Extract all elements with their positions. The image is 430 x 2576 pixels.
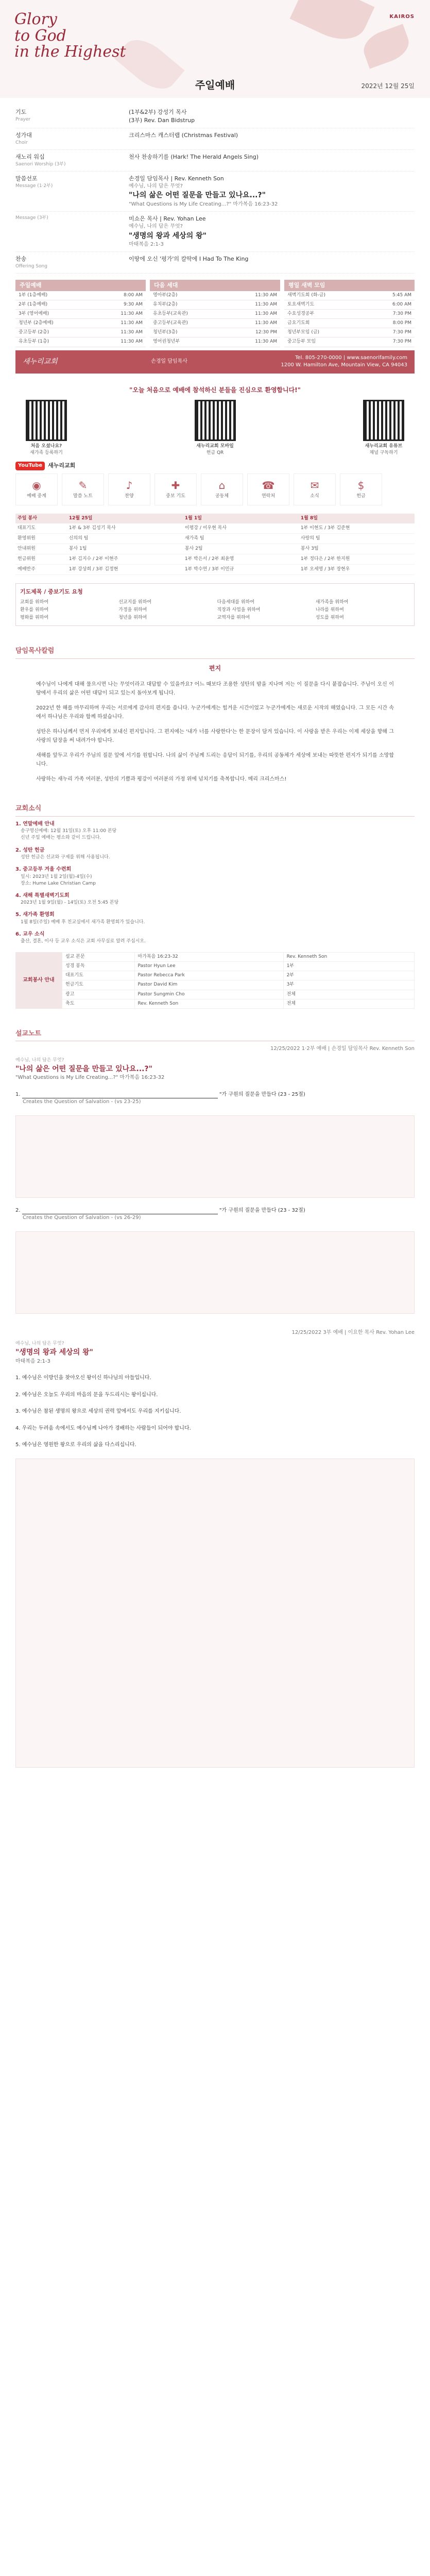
link-news[interactable]: ✉ 소식 xyxy=(294,473,336,505)
qr-giving[interactable]: 새누리교회 모바일 헌금 QR xyxy=(184,400,246,456)
news-item: 1. 연말예배 안내 송구영신예배: 12월 31일(토) 오후 11:00 본당 신년 주일 예배는 평소와 같이 드립니다. xyxy=(15,821,117,841)
sermon-notes-2: 12/25/2022 3부 예배 | 이요한 목사 Rev. Yohan Lee 예수님, 나의 답은 무엇? "생명의 왕과 세상의 왕" 마태복음 2:1-3 1. 예수님은 이방인을 찾아오신 왕이신 하나님의 아들입니다. 2. 예수님은 오늘도 우리의 마음의 문을 두드리시는 왕이십니다. 3. 예수님은 참된 생명의 왕으로 세상의 권력 앞에서도 우리를 지키십니다. 4. 우리는 두려움 속에서도 예수님께 나아가 경배하는 사람들이 되어야 합니다. 5. 예수님은 영원한 왕으로 우리의 삶을 다스리십니다. xyxy=(15,1329,415,1768)
serving-schedule: 주일 봉사 12월 25일 1월 1일 1월 8일 대표기도 1부 & 3부 김성기 목사 이평강 / 이우현 목사 1부 이현도 / 3부 김준현 환영위원 신의의 팀 새가족 팀 사랑의 팀 안내위원 봉사 1팀 봉사 2팀 봉사 3팀 헌금위원 1부 김지수 / 2부 이현주 1부 박은서 / 2부 최윤영 1부 정다은 / 2부 한지원 예배반주 1부 강상희 / 3부 김정현 1부 박수연 / 3부 이민규 1부 오세영 / 3부 장현우 xyxy=(15,514,415,575)
link-community[interactable]: ⌂ 공동체 xyxy=(201,473,243,505)
table-row: 헌금기도 Pastor David Kim 3부 xyxy=(62,980,415,990)
order-row: 말씀선포 Message (1·2부) 손경일 담임목사 | Rev. Kenneth Son 예수님, 나의 답은 무엇? "나의 삶은 어떤 질문을 만들고 있나요...?" "What Questions is My Life Creating...?" 마가복음 16:23-32 xyxy=(15,172,415,212)
sermon-title: "나의 삶은 어떤 질문을 만들고 있나요...?" xyxy=(15,1064,152,1073)
hero-banner xyxy=(0,0,430,98)
table-row: 대표기도 1부 & 3부 김성기 목사 이평강 / 이우현 목사 1부 이현도 / 3부 김준현 xyxy=(15,523,415,534)
order-row: 성가대 Choir 크리스마스 캐스터랩 (Christmas Festival) xyxy=(15,128,415,150)
table-row: 축도 Rev. Kenneth Son 전체 xyxy=(62,999,415,1008)
qr-code-icon xyxy=(26,400,67,441)
service-col: 평일 새벽 모임 새벽기도회 (화-금) 5:45 AM 토요새벽기도 6:00 AM 수요성경공부 7:30 PM 금요기도회 8:00 PM 청년부모임 (금) 7:30 PM 중고등부 모임 7:30 PM xyxy=(284,280,415,347)
qr-newcomer[interactable]: 처음 오셨나요? 새가족 등록하기 xyxy=(15,400,77,456)
fill-in-blank: 2. "가 구원의 질문을 만들다 (23 - 32절) Creates the Question of Salvation - (vs 26-29) xyxy=(15,1207,305,1221)
news-item: 2. 성탄 헌금 성탄 헌금은 선교와 구제를 위해 사용됩니다. xyxy=(15,847,110,860)
prayer-box: 기도제목 / 중보기도 요청 교회를 위하여 선교지를 위하여 다음세대를 위하여 새가족을 위하여 환우를 위하여 가정을 위하여 직장과 사업을 위하여 나라를 위하여 평화를 위하여 청년을 위하여 교역자를 위하여 성도를 위하여 xyxy=(15,583,415,626)
news-section-title: 교회소식 xyxy=(15,804,415,817)
fill-in-blank: 1. "가 구원의 질문을 만들다 (23 - 25절) Creates the Question of Salvation - (vs 23-25) xyxy=(15,1091,305,1105)
blank-input[interactable] xyxy=(22,1092,218,1098)
table-row: 헌금위원 1부 김지수 / 2부 이현주 1부 박은서 / 2부 최윤영 1부 정다은 / 2부 한지원 xyxy=(15,554,415,564)
serve-table: 교회봉사 안내 설교 본문 마가복음 16:23-32 Rev. Kenneth Son 성경 봉독 Pastor Hyun Lee 1부 대표기도 Pastor Rebecca Park 2부 헌금기도 Pastor David Kim 3부 광고 Pastor Sungmin Cho 전체 축도 Rev. Kenneth Son 전체 xyxy=(15,952,415,1008)
table-row: 환영위원 신의의 팀 새가족 팀 사랑의 팀 xyxy=(15,533,415,544)
order-row: 새노리 워십 Saenori Worship (3부) 천사 찬송하기를 (Hark! The Herald Angels Sing) xyxy=(15,150,415,172)
dollar-icon: $ xyxy=(357,479,365,492)
home-icon: ⌂ xyxy=(218,479,226,492)
link-live[interactable]: ◉ 예배 중계 xyxy=(15,473,58,505)
service-col: 주일예배 1부 (1층예배) 8:00 AM 2부 (1층예배) 9:30 AM 3부 (영어예배) 11:30 AM 청년부 (2층예배) 11:30 AM 중고등부 (2층) 11:30 AM 유초등부 (1층) 11:30 AM xyxy=(15,280,146,347)
news-item: 3. 중고등부 겨울 수련회 일시: 2023년 1월 2일(월)-4일(수) 장소: Hume Lake Christian Camp xyxy=(15,867,96,886)
link-contact[interactable]: ☎ 연락처 xyxy=(247,473,289,505)
pen-icon: ✎ xyxy=(78,479,88,492)
link-praise[interactable]: ♪ 찬양 xyxy=(108,473,150,505)
music-icon: ♪ xyxy=(126,479,133,492)
kairos-logo: KAIROS xyxy=(389,14,415,20)
sermon-title: "생명의 왕과 세상의 왕" xyxy=(15,1348,93,1357)
link-giving[interactable]: $ 헌금 xyxy=(340,473,382,505)
youtube-icon: YouTube xyxy=(15,462,45,470)
sermon-section-title: 설교노트 xyxy=(15,1029,415,1042)
table-row: 예배반주 1부 강상희 / 3부 김정현 1부 박수연 / 3부 이민규 1부 오세영 / 3부 장현우 xyxy=(15,564,415,574)
table-row: 설교 본문 마가복음 16:23-32 Rev. Kenneth Son xyxy=(62,953,415,962)
church-contact[interactable]: Tel. 805-270-0000 | www.saenorifamily.com xyxy=(295,354,407,361)
service-times xyxy=(15,280,415,347)
service-title: 주일예배 xyxy=(195,79,235,91)
church-news xyxy=(15,821,415,945)
phone-icon: ☎ xyxy=(262,479,275,492)
qr-code-icon xyxy=(195,400,236,441)
cross-icon: ✚ xyxy=(171,479,180,492)
hero-title: Glory to God in the Highest xyxy=(14,10,126,61)
qr-youtube[interactable]: 새누리교회 유튜브 채널 구독하기 xyxy=(353,400,415,456)
table-row: 안내위원 봉사 1팀 봉사 2팀 봉사 3팀 xyxy=(15,544,415,554)
table-row: 대표기도 Pastor Rebecca Park 2부 xyxy=(62,971,415,980)
order-row: Message (3부) 미쇼은 목사 | Rev. Yohan Lee 예수님, 나의 답은 무엇? "생명의 왕과 세상의 왕" 마태복음 2:1-3 xyxy=(15,212,415,252)
notes-area[interactable] xyxy=(15,1231,415,1314)
blank-input[interactable] xyxy=(22,1208,218,1214)
mail-icon: ✉ xyxy=(310,479,319,492)
live-icon: ◉ xyxy=(32,479,41,492)
church-address: 1200 W. Hamilton Ave, Mountain View, CA 94043 xyxy=(281,362,407,368)
column-section-title: 담임목사칼럼 xyxy=(15,647,415,659)
service-col: 다음 세대 영아부(2층) 11:30 AM 유치부(2층) 11:30 AM 유초등부(교육관) 11:30 AM 중고등부(교육관) 11:30 AM 청년부(3층) 12:30 PM 영어권청년부 11:30 AM xyxy=(150,280,280,347)
link-notes[interactable]: ✎ 말씀 노트 xyxy=(62,473,104,505)
qr-code-icon xyxy=(363,400,404,441)
table-row: 성경 봉독 Pastor Hyun Lee 1부 xyxy=(62,962,415,971)
order-row: 기도 Prayer (1부&2부) 강성기 목사 (3부) Rev. Dan Bidstrup xyxy=(15,105,415,128)
news-item: 4. 새해 특별새벽기도회 2023년 1월 9일(월) - 14일(토) 오전 5:45 본당 xyxy=(15,892,119,906)
youtube-link[interactable]: YouTube 새누리교회 xyxy=(15,462,415,470)
notes-area[interactable] xyxy=(15,1115,415,1198)
welcome-message: "오늘 처음으로 예배에 참석하신 분들을 진심으로 환영합니다!" xyxy=(129,386,301,394)
link-prayer[interactable]: ✚ 중보 기도 xyxy=(154,473,197,505)
quick-links xyxy=(15,473,415,505)
news-item: 6. 교우 소식 출산, 결혼, 이사 등 교우 소식은 교회 사무실로 알려 주십시오. xyxy=(15,931,146,944)
pastor-name: 손경일 담임목사 xyxy=(151,358,187,364)
qr-row xyxy=(15,400,415,456)
news-item: 5. 새가족 환영회 1월 8일(주일) 예배 후 친교실에서 새가족 환영회가 있습니다. xyxy=(15,912,145,925)
service-date: 2022년 12월 25일 xyxy=(361,82,415,90)
sermon-notes-1: 12/25/2022 1·2부 예배 | 손경일 담임목사 Rev. Kenneth Son 예수님, 나의 답은 무엇? "나의 삶은 어떤 질문을 만들고 있나요...?" "What Questions is My Life Creating...?" 마가복음 16:23-32 1. "가 구원의 질문을 만들다 (23 - 25절) Creates the Question of Salvation - (vs 23-25) 2. "가 구원의 질문을 만들다 (23 - 32절) Creates the Question of Salvation - (vs 26-29) xyxy=(15,1045,415,1313)
pastor-column: 편지 예수님이 나에게 대해 물으시면 나는 무엇이라고 대답할 수 있을까요? 어느 때보다 조용한 성탄의 밤을 지나며 저는 이 질문을 다시 붙잡습니다. 주님이 오신 이 땅에서 우리의 삶은 어떤 대답이 되고 있는지 돌아보게 됩니다. 2022년 한 해를 마무리하며 우리는 서로에게 감사의 편지를 씁니다. 누군가에게는 힘겨운 시간이었고 누군가에게는 새로운 시작의 해였습니다. 그 모든 시간 속에서 하나님은 우리와 함께 하셨습니다. 성탄은 하나님께서 먼저 우리에게 보내신 편지입니다. 그 편지에는 '내가 너를 사랑한다'는 한 문장이 담겨 있습니다. 이 사랑을 받은 우리는 이제 세상을 향해 그 사랑의 답장을 써 내려가야 합니다. 새해를 앞두고 우리가 주님의 질문 앞에 서기를 원합니다. 나의 삶이 주님께 드리는 응답이 되기를, 우리의 공동체가 세상에 보내는 따뜻한 편지가 되기를 소망합니다. 사랑하는 새누리 가족 여러분, 성탄의 기쁨과 평강이 여러분의 가정 위에 넘치기를 축복합니다. 메리 크리스마스! xyxy=(36,664,394,783)
order-of-worship xyxy=(0,98,430,277)
church-logo: 새누리교회 xyxy=(23,357,58,366)
column-title: 편지 xyxy=(209,664,221,672)
table-row: 광고 Pastor Sungmin Cho 전체 xyxy=(62,990,415,999)
order-row: 찬송 Offering Song 이땅에 오신 '평가'의 칼딱에 I Had To The King xyxy=(15,252,415,274)
notes-area[interactable] xyxy=(15,1459,415,1768)
church-info-bar xyxy=(15,350,415,374)
